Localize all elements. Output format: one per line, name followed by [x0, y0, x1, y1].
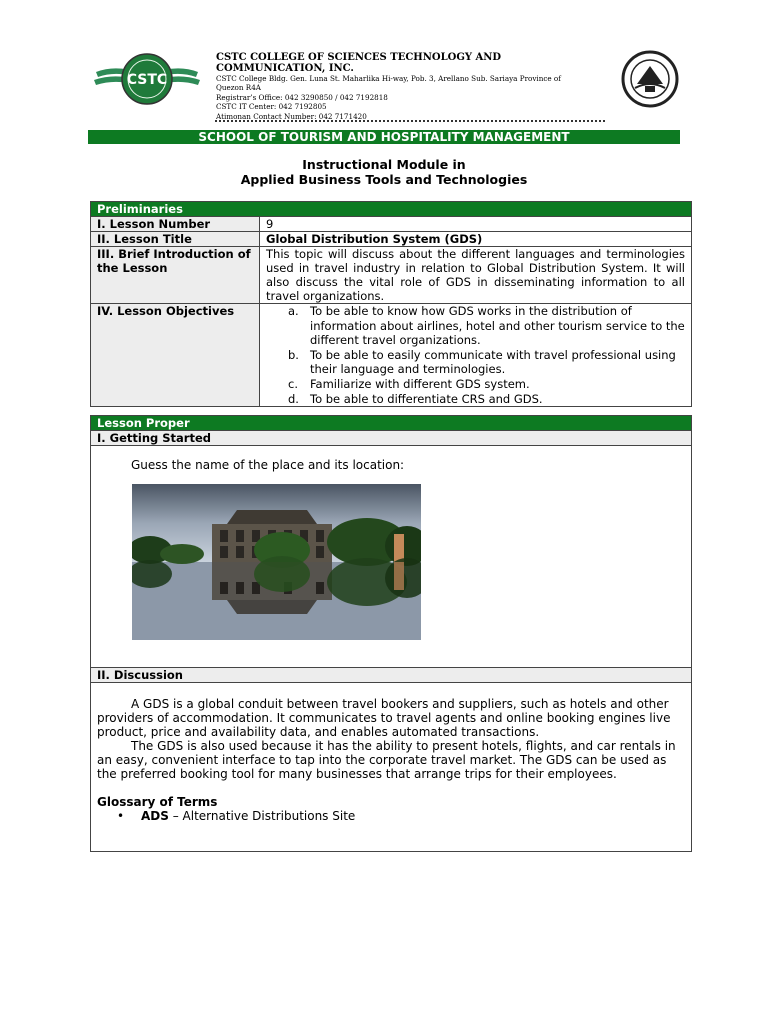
it-center-phone: CSTC IT Center: 042 7192805	[216, 102, 327, 112]
intro-label: III. Brief Introduction of the Lesson	[91, 247, 260, 304]
preliminaries-table	[90, 201, 692, 407]
lesson-number-value: 9	[260, 217, 692, 232]
discussion-paragraph-1: A GDS is a global conduit between travel bookers and suppliers, such as hotels and other providers of accommodation. It communicates to travel agents and online booking engines live product, price and availability data, and enables automated transactions.	[97, 697, 671, 739]
lesson-number-label: I. Lesson Number	[91, 217, 260, 232]
discussion-paragraph-2: The GDS is also used because it has the ability to present hotels, flights, and car rentals in an easy, convenient interface to tap into the corporate travel market. The GDS can be used as the preferred booking tool for many businesses that arrange trips for their employees.	[97, 739, 676, 781]
dotted-divider	[215, 120, 605, 125]
bullet-icon: •	[117, 809, 125, 823]
letterhead	[90, 48, 690, 128]
glossary-item	[97, 809, 685, 823]
discussion-cell	[91, 683, 692, 852]
address-2: Quezon R4A	[216, 83, 261, 93]
intro-value: This topic will discuss about the different languages and terminologies used in travel industry in relation to Global Distribution System. It will also discuss the vital role of GDS in disseminating information to all travel organizations.	[260, 247, 692, 304]
logo-text: CSTC	[126, 72, 168, 88]
list-item: c. Familiarize with different GDS system.	[288, 376, 530, 391]
objectives-label: IV. Lesson Objectives	[91, 304, 260, 407]
school-seal-icon	[617, 50, 683, 108]
glossary-heading: Glossary of Terms	[97, 795, 218, 809]
list-item: b. To be able to easily communicate with travel professional using their language and terminologies.	[288, 347, 676, 377]
list-item: a. To be able to know how GDS works in the distribution of information about airlines, hotel and other tourism service to the different travel organizations.	[288, 304, 685, 348]
registrar-phone: Registrar’s Office: 042 3290850 / 042 7192818	[216, 92, 388, 102]
address-1: CSTC College Bldg. Gen. Luna St. Maharlika Hi-way, Pob. 3, Arellano Sub. Sariaya Province of	[216, 74, 561, 83]
glossary-definition: – Alternative Distributions Site	[168, 809, 356, 823]
school-banner: SCHOOL OF TOURISM AND HOSPITALITY MANAGEMENT	[88, 130, 680, 144]
college-name-2: COMMUNICATION, INC.	[216, 63, 354, 74]
module-title-line2: Applied Business Tools and Technologies	[240, 172, 528, 187]
lesson-proper-heading: Lesson Proper	[91, 416, 692, 431]
lesson-proper-table	[90, 415, 692, 852]
module-title-line1: Instructional Module in	[302, 157, 466, 172]
list-item: d. To be able to differentiate CRS and GDS.	[288, 391, 543, 406]
objectives-cell	[260, 304, 692, 407]
mansion-ruins-photo	[132, 484, 421, 640]
module-title	[88, 157, 680, 187]
getting-started-cell	[91, 446, 692, 668]
atimonan-phone: Atimonan Contact Number: 042 7171420	[216, 111, 367, 121]
lesson-title-value: Global Distribution System (GDS)	[260, 232, 692, 247]
preliminaries-heading: Preliminaries	[91, 202, 692, 217]
cstc-logo	[92, 52, 202, 106]
glossary-term: ADS	[141, 809, 169, 823]
lesson-title-label: II. Lesson Title	[91, 232, 260, 247]
letterhead-text	[216, 52, 616, 121]
getting-started-label: I. Getting Started	[91, 431, 692, 446]
discussion-label: II. Discussion	[91, 668, 692, 683]
guess-prompt: Guess the name of the place and its location:	[131, 458, 405, 472]
objectives-list	[266, 304, 685, 406]
college-name-1: CSTC COLLEGE OF SCIENCES TECHNOLOGY AND	[216, 52, 502, 63]
